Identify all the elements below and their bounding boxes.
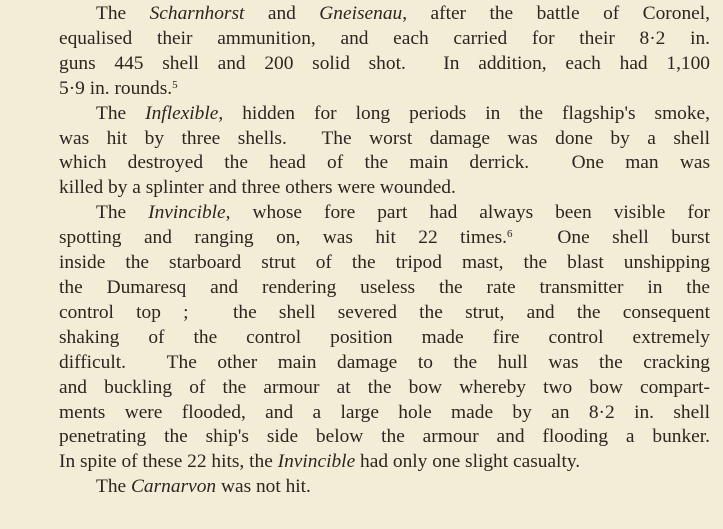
text-run: and [244, 3, 320, 24]
body-text [22, 2, 710, 500]
text-line [22, 2, 710, 27]
text-run: equalised their ammunition, and each carried for their 8·2 in. [59, 27, 710, 49]
text-line [22, 450, 710, 475]
paragraph [22, 2, 710, 102]
text-run: inside the starboard strut of the tripod mast, the blast unshipping [59, 252, 710, 274]
text-line [22, 102, 710, 127]
ship-name: Invincible [277, 451, 356, 473]
text-line [22, 425, 710, 450]
ship-name: Gneisenau [319, 3, 403, 24]
text-run: had only one slight casualty. [355, 451, 581, 473]
text-run: control top ; the shell severed the strut, and the consequent [59, 301, 710, 323]
ship-name: Scharnhorst [149, 3, 245, 24]
text-run: guns 445 shell and 200 solid shot. In addition, each had 1,100 [59, 52, 710, 74]
text-line [22, 176, 710, 201]
text-line [22, 376, 710, 401]
text-line [22, 151, 710, 176]
text-run: 5·9 in. rounds. [59, 77, 173, 99]
text-run: the Dumaresq and rendering useless the rate transmitter in the [59, 276, 710, 298]
text-run: , whose fore part had always been visible for [225, 202, 710, 224]
ship-name: Carnarvon [131, 476, 217, 498]
paragraph [22, 102, 710, 202]
text-line [22, 77, 710, 102]
text-line [22, 276, 710, 301]
text-run: The [96, 476, 131, 498]
paragraph [22, 475, 710, 500]
footnote-marker: 6 [506, 228, 513, 241]
text-run: killed by a splinter and three others were wounded. [59, 177, 456, 199]
text-line [22, 201, 710, 226]
text-line [22, 326, 710, 351]
text-run: , hidden for long periods in the flagship's smoke, [218, 102, 710, 124]
text-run: The [96, 3, 150, 24]
text-run: penetrating the ship's side below the armour and flooding a bunker. [59, 426, 710, 448]
text-run: was not hit. [216, 476, 311, 498]
text-line [22, 401, 710, 426]
text-line [22, 251, 710, 276]
text-run: which destroyed the head of the main derrick. One man was [59, 152, 710, 174]
text-run: In spite of these 22 hits, the [59, 451, 278, 473]
text-run: difficult. The other main damage to the hull was the cracking [59, 351, 710, 373]
ship-name: Invincible [148, 202, 226, 224]
text-run: spotting and ranging on, was hit 22 times. [59, 227, 507, 249]
text-line [22, 27, 710, 52]
text-run: was hit by three shells. The worst damage was done by a shell [59, 127, 710, 149]
text-run: The [96, 202, 149, 224]
text-line [22, 301, 710, 326]
ship-name: Inflexible [145, 102, 219, 124]
text-run: , after the battle of Coronel, [402, 3, 710, 24]
text-run: ments were flooded, and a large hole made by an 8·2 in. shell [59, 401, 710, 423]
text-line [22, 351, 710, 376]
text-run: One shell burst [512, 227, 710, 249]
paragraph [22, 201, 710, 475]
text-line [22, 475, 710, 500]
text-run: The [96, 102, 146, 124]
text-line [22, 226, 710, 251]
text-line [22, 127, 710, 152]
text-run: and buckling of the armour at the bow whereby two bow compart- [59, 376, 710, 398]
footnote-marker: 5 [172, 78, 178, 91]
text-run: shaking of the control position made fire control extremely [59, 326, 710, 348]
text-line [22, 52, 710, 77]
document-page [22, 2, 710, 500]
